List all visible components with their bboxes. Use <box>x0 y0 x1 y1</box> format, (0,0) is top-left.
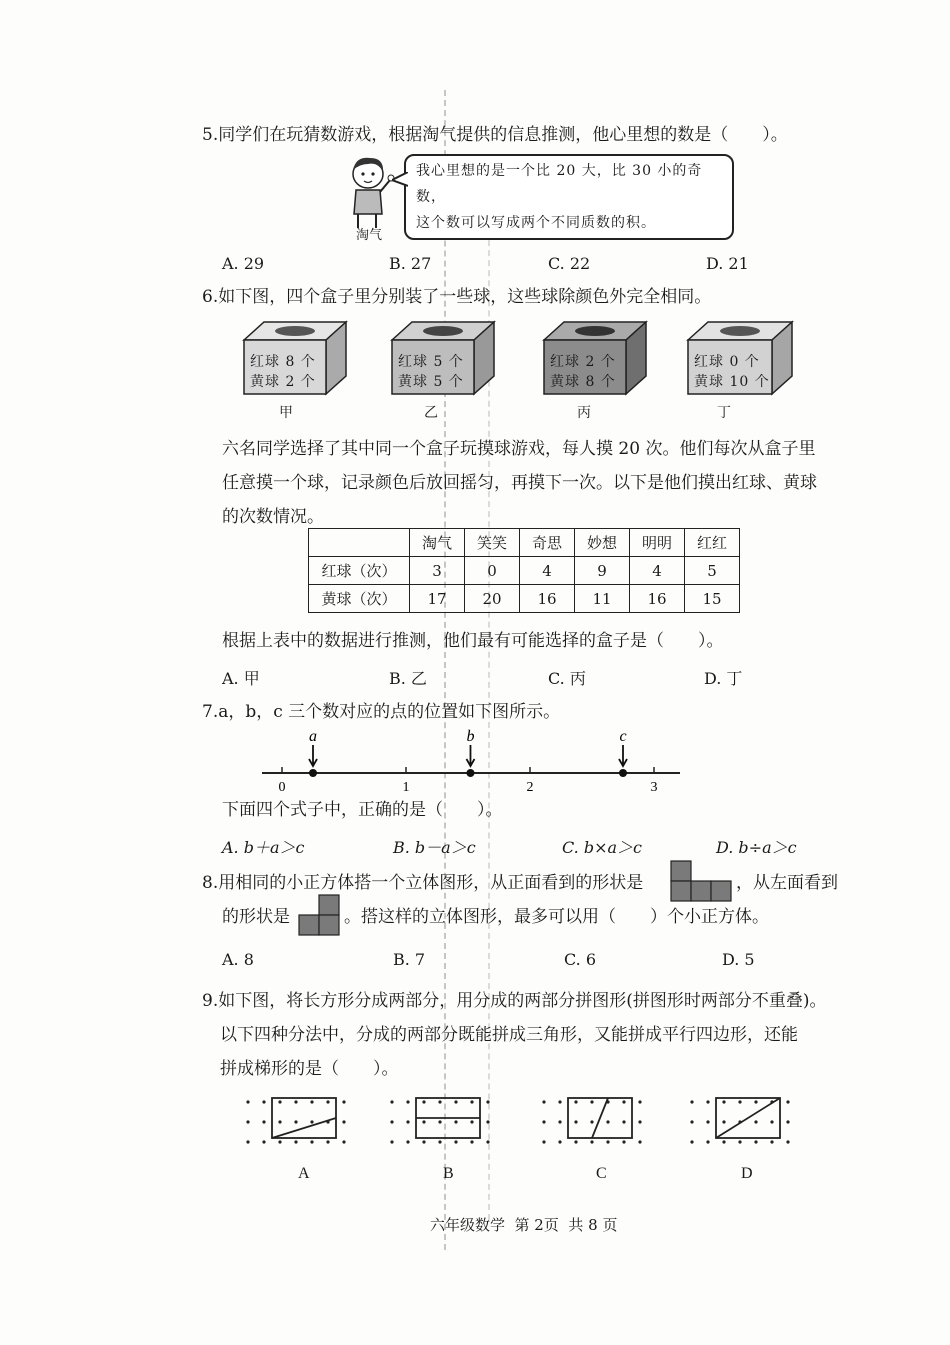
grid-dot <box>558 1140 561 1143</box>
number-line-tick-label: 2 <box>526 780 534 794</box>
grid-dot <box>486 1100 489 1103</box>
box-ding-yellow: 黄球 10 个 <box>694 374 770 390</box>
q6-para-line-2: 任意摸一个球，记录颜色后放回摇匀，再摸下一次。以下是他们摸出红球、黄球 <box>222 473 817 493</box>
grid-dot <box>278 1120 281 1123</box>
q8-line-1b: ，从左面看到 <box>736 873 838 893</box>
table-header-cell <box>309 529 410 557</box>
grid-dot <box>722 1100 725 1103</box>
grid-dot <box>278 1140 281 1143</box>
table-header-cell: 淘气 <box>410 529 465 557</box>
table-cell: 0 <box>465 557 520 585</box>
q7-option-a: A. b＋a＞c <box>222 838 305 857</box>
grid-dot <box>454 1140 457 1143</box>
grid-dot <box>470 1140 473 1143</box>
q6-para-line-1: 六名同学选择了其中同一个盒子玩摸球游戏，每人摸 20 次。他们每次从盒子里 <box>222 439 816 459</box>
q6-option-b: B. 乙 <box>389 669 427 688</box>
grid-dot <box>390 1100 393 1103</box>
grid-dot <box>262 1120 265 1123</box>
box-ding <box>684 318 796 398</box>
grid-dot <box>342 1120 345 1123</box>
grid-dot <box>342 1140 345 1143</box>
box-ding-label: 丁 <box>717 405 731 421</box>
table-cell: 11 <box>575 585 630 613</box>
grid-dot <box>406 1120 409 1123</box>
table-cell: 红球（次） <box>309 557 410 585</box>
q5-option-b: B. 27 <box>389 254 432 273</box>
q7-stem: 7.a，b，c 三个数对应的点的位置如下图所示。 <box>202 702 561 722</box>
grid-dot <box>310 1100 313 1103</box>
q8-option-a: A. 8 <box>222 950 254 969</box>
grid-dot <box>294 1120 297 1123</box>
table-row <box>309 557 740 585</box>
down-arrow-icon <box>619 745 627 766</box>
grid-dot <box>574 1120 577 1123</box>
grid-dot <box>438 1140 441 1143</box>
grid-dot <box>542 1120 545 1123</box>
results-table <box>308 528 740 613</box>
table-cell: 3 <box>410 557 465 585</box>
speech-line-1: 我心里想的是一个比 20 大，比 30 小的奇数， <box>416 163 703 205</box>
figure-b <box>416 1098 480 1138</box>
grid-dot <box>754 1120 757 1123</box>
grid-dot <box>246 1120 249 1123</box>
grid-dot <box>454 1100 457 1103</box>
grid-dot <box>770 1140 773 1143</box>
grid-dot <box>590 1120 593 1123</box>
grid-dot <box>706 1140 709 1143</box>
down-arrow-icon <box>466 745 474 766</box>
grid-dot <box>722 1140 725 1143</box>
table-cell: 17 <box>410 585 465 613</box>
figure-label-a: A <box>298 1165 310 1182</box>
grid-dot <box>786 1140 789 1143</box>
grid-dot <box>754 1140 757 1143</box>
speech-tail-icon <box>392 172 408 188</box>
q9-line-3: 拼成梯形的是（ ）。 <box>220 1059 399 1079</box>
grid-dot <box>690 1140 693 1143</box>
grid-dot <box>262 1140 265 1143</box>
q8-line-2a: 的形状是 <box>222 907 290 927</box>
character-name: 淘气 <box>356 228 383 243</box>
q6-option-d: D. 丁 <box>704 669 743 688</box>
grid-dot <box>574 1140 577 1143</box>
number-line-point-label: a <box>309 728 317 745</box>
grid-dot <box>310 1120 313 1123</box>
number-line-point <box>309 769 317 777</box>
grid-dot <box>422 1120 425 1123</box>
q6-para-line-3: 的次数情况。 <box>222 507 324 527</box>
number-line-tick-label: 3 <box>650 780 658 794</box>
box-jia-yellow: 黄球 2 个 <box>250 374 316 390</box>
grid-dot <box>738 1100 741 1103</box>
q8-option-c: C. 6 <box>564 950 597 969</box>
grid-dot <box>606 1140 609 1143</box>
grid-dot <box>622 1120 625 1123</box>
table-cell: 黄球（次） <box>309 585 410 613</box>
grid-dot <box>606 1120 609 1123</box>
grid-dot <box>558 1100 561 1103</box>
q8-option-b: B. 7 <box>393 950 426 969</box>
box-bing-label: 丙 <box>577 405 591 421</box>
q9-line-2: 以下四种分法中，分成的两部分既能拼成三角形，又能拼成平行四边形，还能 <box>220 1025 798 1045</box>
grid-dot <box>342 1100 345 1103</box>
figure-a <box>272 1098 336 1138</box>
grid-dot <box>754 1100 757 1103</box>
number-line-tick-label: 1 <box>402 780 410 794</box>
table-cell: 16 <box>520 585 575 613</box>
q9-line-1: 9.如下图，将长方形分成两部分，用分成的两部分拼图形(拼图形时两部分不重叠)。 <box>202 991 827 1011</box>
q6-paragraph <box>222 432 817 534</box>
grid-dot <box>470 1100 473 1103</box>
grid-dot <box>438 1120 441 1123</box>
box-yi <box>388 318 498 398</box>
q8-line-2b: 。搭这样的立体图形，最多可以用（ ）个小正方体。 <box>344 907 769 927</box>
q5-stem: 5.同学们在玩猜数游戏，根据淘气提供的信息推测，他心里想的数是（ ）。 <box>202 125 788 145</box>
grid-dot <box>786 1120 789 1123</box>
grid-dot <box>558 1120 561 1123</box>
figure-d <box>716 1098 780 1138</box>
grid-dot <box>422 1100 425 1103</box>
left-view-icon <box>298 894 340 936</box>
grid-dot <box>738 1140 741 1143</box>
box-bing <box>540 318 650 398</box>
number-line-point-label: c <box>619 728 627 745</box>
table-cell: 9 <box>575 557 630 585</box>
grid-dot <box>722 1120 725 1123</box>
grid-dot <box>470 1120 473 1123</box>
page-footer: 六年级数学 第 2页 共 8 页 <box>430 1216 618 1234</box>
box-yi-red: 红球 5 个 <box>398 354 464 370</box>
grid-dot <box>574 1100 577 1103</box>
grid-dot <box>690 1120 693 1123</box>
grid-dot <box>246 1100 249 1103</box>
q9-stem <box>202 984 826 1086</box>
table-row <box>309 585 740 613</box>
grid-dot <box>278 1100 281 1103</box>
down-arrow-icon <box>309 745 317 766</box>
table-header-cell: 红红 <box>685 529 740 557</box>
box-yi-yellow: 黄球 5 个 <box>398 374 464 390</box>
character-illustration <box>338 152 404 244</box>
figure-label-b: B <box>443 1165 454 1182</box>
q6-question: 根据上表中的数据进行推测，他们最有可能选择的盒子是（ ）。 <box>222 631 724 651</box>
box-yi-label: 乙 <box>424 405 438 421</box>
front-view-icon <box>670 860 732 902</box>
q7-option-c: C. b×a＞c <box>562 838 642 857</box>
grid-dot <box>310 1140 313 1143</box>
table-cell: 4 <box>520 557 575 585</box>
grid-dot <box>638 1140 641 1143</box>
q7-option-b: B. b－a＞c <box>393 838 476 857</box>
number-line-point <box>619 769 627 777</box>
grid-dot <box>542 1100 545 1103</box>
figure-label-d: D <box>741 1165 753 1182</box>
grid-dot <box>246 1140 249 1143</box>
speech-bubble <box>404 154 734 240</box>
number-line-point <box>466 769 474 777</box>
table-cell: 5 <box>685 557 740 585</box>
grid-dot <box>590 1100 593 1103</box>
grid-dot <box>390 1120 393 1123</box>
q5-option-a: A. 29 <box>222 254 265 273</box>
grid-dot <box>262 1100 265 1103</box>
box-jia-red: 红球 8 个 <box>250 354 316 370</box>
q5-option-c: C. 22 <box>548 254 591 273</box>
box-ding-red: 红球 0 个 <box>694 354 760 370</box>
grid-dot <box>638 1120 641 1123</box>
table-cell: 20 <box>465 585 520 613</box>
grid-dot <box>326 1100 329 1103</box>
figure-label-c: C <box>596 1165 607 1182</box>
q6-stem: 6.如下图，四个盒子里分别装了一些球，这些球除颜色外完全相同。 <box>202 287 712 307</box>
grid-dot <box>422 1140 425 1143</box>
table-header-cell: 笑笑 <box>465 529 520 557</box>
grid-dot <box>294 1140 297 1143</box>
grid-dot <box>706 1120 709 1123</box>
number-line-tick-label: 0 <box>278 780 286 794</box>
q9-dot-grids <box>240 1090 810 1170</box>
q7-question: 下面四个式子中，正确的是（ ）。 <box>222 800 503 820</box>
grid-dot <box>294 1100 297 1103</box>
grid-dot <box>706 1100 709 1103</box>
box-bing-red: 红球 2 个 <box>550 354 616 370</box>
grid-dot <box>326 1140 329 1143</box>
figure-c <box>568 1098 632 1138</box>
grid-dot <box>486 1120 489 1123</box>
number-line <box>256 724 686 794</box>
table-header-cell: 奇思 <box>520 529 575 557</box>
grid-dot <box>406 1140 409 1143</box>
grid-dot <box>406 1100 409 1103</box>
grid-dot <box>542 1140 545 1143</box>
q6-option-a: A. 甲 <box>222 669 260 688</box>
table-header-cell: 明明 <box>630 529 685 557</box>
q8-option-d: D. 5 <box>722 950 755 969</box>
grid-dot <box>622 1100 625 1103</box>
grid-dot <box>390 1140 393 1143</box>
q7-option-d: D. b÷a＞c <box>716 838 797 857</box>
box-jia <box>240 318 350 398</box>
box-jia-label: 甲 <box>279 405 293 421</box>
grid-dot <box>590 1140 593 1143</box>
table-cell: 15 <box>685 585 740 613</box>
table-cell: 4 <box>630 557 685 585</box>
table-header-row <box>309 529 740 557</box>
box-bing-yellow: 黄球 8 个 <box>550 374 616 390</box>
q6-option-c: C. 丙 <box>548 669 586 688</box>
grid-dot <box>622 1140 625 1143</box>
table-header-cell: 妙想 <box>575 529 630 557</box>
number-line-point-label: b <box>466 728 475 745</box>
grid-dot <box>486 1140 489 1143</box>
grid-dot <box>638 1100 641 1103</box>
q5-option-d: D. 21 <box>706 254 749 273</box>
grid-dot <box>438 1100 441 1103</box>
q8-line-1a: 8.用相同的小正方体搭一个立体图形，从正面看到的形状是 <box>202 873 644 893</box>
grid-dot <box>454 1120 457 1123</box>
table-cell: 16 <box>630 585 685 613</box>
grid-dot <box>770 1120 773 1123</box>
grid-dot <box>690 1100 693 1103</box>
grid-dot <box>786 1100 789 1103</box>
speech-line-2: 这个数可以写成两个不同质数的积。 <box>416 215 656 231</box>
